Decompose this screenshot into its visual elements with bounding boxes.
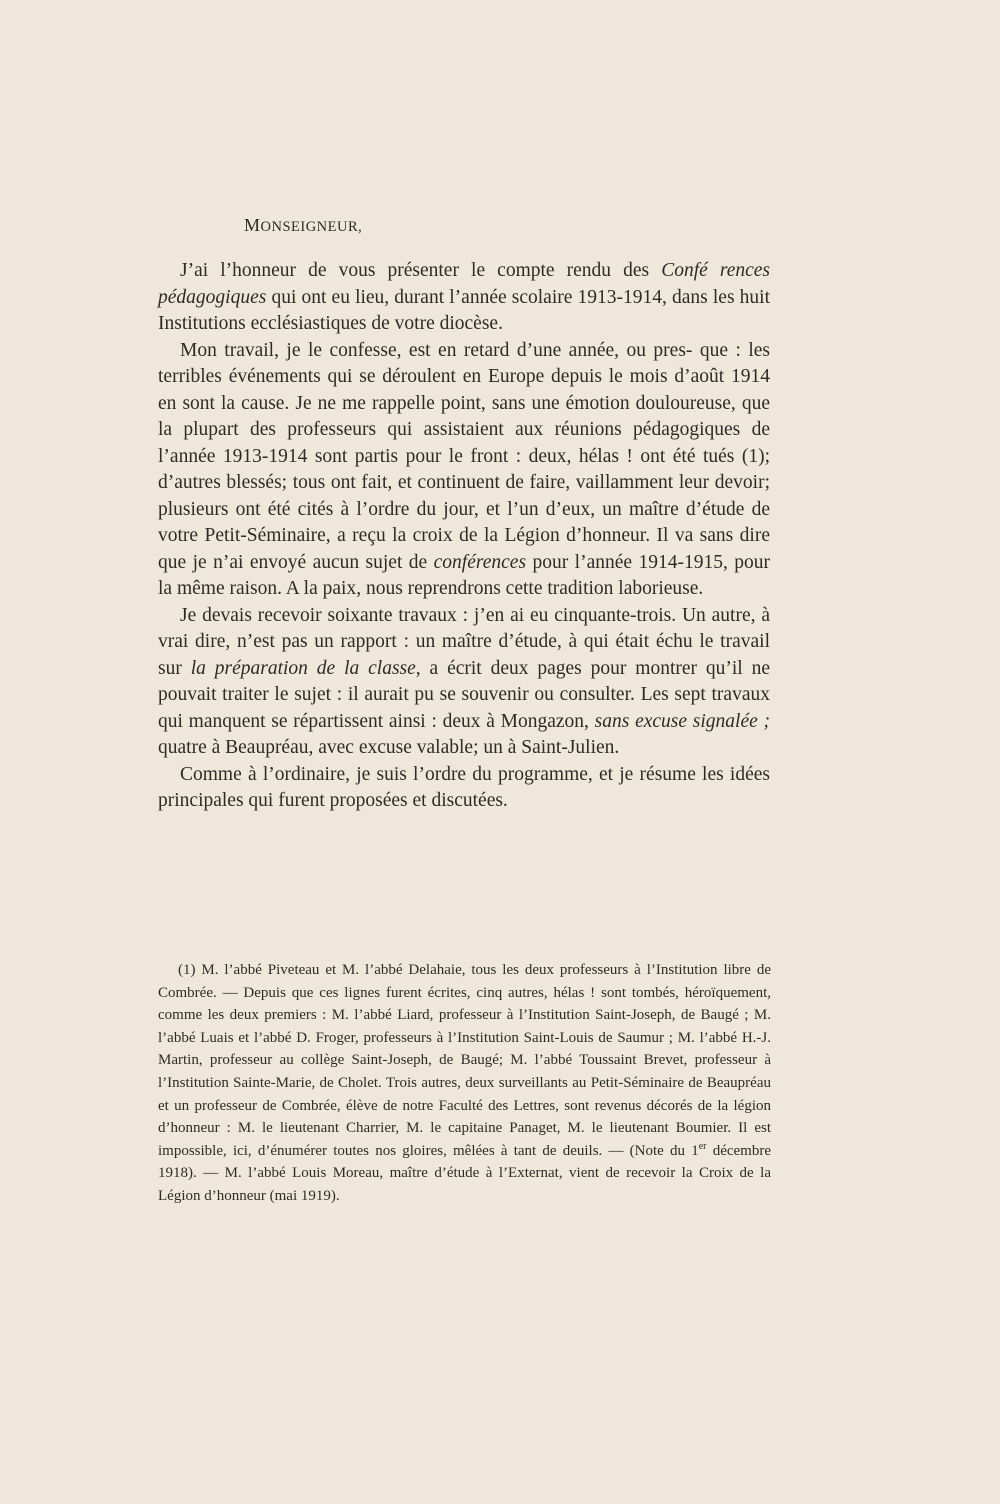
text-run: Je devais recevoir soixante travaux : j’en ai eu cinquante-trois. Un autre, à vrai dire, n’est pas un rapport : un maître d’étude, à qui était échu le travail sur [158,604,770,679]
salutation-rest: ONSEIGNEUR, [260,219,363,235]
paragraph [158,338,770,603]
text-run: quatre à Beaupréau, avec excuse valable; un à Saint-Julien. [158,737,620,758]
paragraph [158,603,770,762]
text-run: J’ai l’honneur de vous présenter le compte rendu des [180,260,662,281]
italic-text: sans excuse signalée ; [594,710,770,732]
text-run: Mon travail, je le confesse, est en retard d’une année, ou pres- que : les terribles événements qui se déroulent en Europe depuis le mois d’août 1914 en sont la cause. Je ne me rappelle point, sans une émotion douloureuse, que la plupart des professeurs qui assistaient aux réunions pédagogiques de l’année 1913-1914 sont partis pour le front : deux, hélas ! ont été tués (1); d’autres blessés; tous ont fait, et continuent de faire, vaillamment leur devoir; plusieurs ont été cités à l’ordre du jour, et l’un d’eux, un maître d’étude de votre Petit-Séminaire, a reçu la croix de la Légion d’honneur. Il va sans dire que je n’ai envoyé aucun sujet de [158,339,770,573]
paragraph [158,762,770,815]
italic-text: la préparation de la classe [190,657,416,679]
footnote-text: (1) M. l’abbé Piveteau et M. l’abbé Delahaie, tous les deux professeurs à l’Institution libre de Combrée. — Depuis que ces lignes furent écrites, cinq autres, hélas ! sont tombés, héroïquement, comme les deux premiers : M. l’abbé Liard, professeur à l’Institution Saint-Joseph, de Baugé ; M. l’abbé Luais et l’abbé D. Froger, professeurs à l’Institution Saint-Louis de Saumur ; M. l’abbé H.-J. Martin, professeur au collège Saint-Joseph, de Baugé; M. l’abbé Toussaint Brevet, professeur à l’Institution Sainte-Marie, de Cholet. Trois autres, deux surveillants au Petit-Séminaire de Beaupréau et un professeur de Combrée, élève de notre Faculté des Lettres, sont revenus décorés de la légion d’honneur : M. le lieutenant Charrier, M. le capitaine Panaget, M. le lieutenant Boumier. Il est impossible, ici, d’énumérer toutes nos gloires, mêlées à tant de deuils. — (Note du 1 [158,962,771,1159]
text-run: , a écrit deux pages pour montrer qu’il ne pouvait traiter le sujet : il aurait pu se souvenir ou consulter. Les sept travaux qui manquent se répartissent ainsi : deux à Mongazon, [158,657,770,732]
body-text [158,258,770,815]
salutation-initial: M [244,215,261,235]
footnotes [158,959,771,1208]
footnote-1 [158,959,771,1208]
footnote-sup: er [698,1140,707,1152]
text-run: qui ont eu lieu, durant l’année scolaire 1913-1914, dans les huit Institutions ecclésiastiques de votre diocèse. [158,286,770,334]
italic-text: conférences [433,551,527,573]
text-run: pour l’année 1914-1915, pour la même raison. A la paix, nous reprendrons cette tradition laborieuse. [158,551,771,599]
text-run: Comme à l’ordinaire, je suis l’ordre du programme, et je résume les idées principales qui furent proposées et discutées. [158,763,770,811]
italic-text: Confé rences pédagogiques [158,260,771,308]
footnote-text-end: décembre 1918). — M. l’abbé Louis Moreau, maître d’étude à l’Externat, vient de recevoir la Croix de la Légion d’honneur (mai 1919). [158,1142,771,1204]
paragraph [158,258,770,338]
salutation [244,213,362,239]
